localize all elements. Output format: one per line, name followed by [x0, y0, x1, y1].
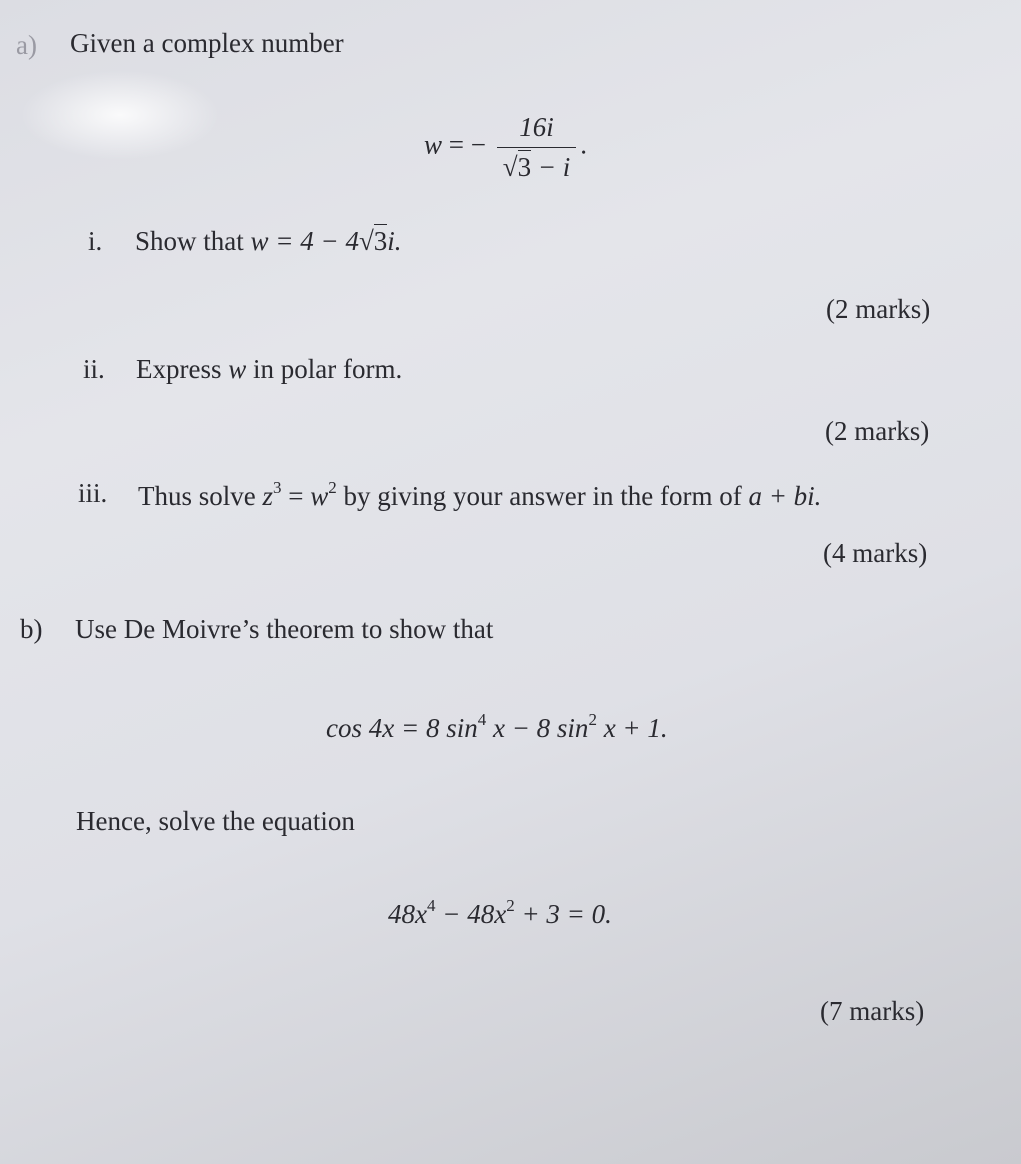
eq-sign: − [470, 129, 486, 160]
part-a-intro: Given a complex number [70, 28, 344, 58]
identity-equation [326, 710, 668, 744]
sqrt-radicand: 3 [517, 152, 532, 182]
item-iii-marks: (4 marks) [823, 538, 928, 568]
part-b-marks: (7 marks) [820, 996, 925, 1026]
item-ii-var: w [228, 354, 247, 384]
sqrt-symbol: √ [502, 152, 518, 182]
eq-lhs: w [424, 129, 443, 160]
sqrt-symbol: √ [358, 226, 374, 256]
item-i-prompt: Show that [135, 226, 244, 256]
eq-equals: = [448, 129, 464, 160]
identity-exp-1: 4 [477, 710, 487, 729]
item-iii-prompt-pre: Thus solve [138, 481, 256, 511]
item-i-radicand: 3 [373, 226, 388, 256]
item-ii-prompt-pre: Express [136, 354, 222, 384]
quartic-part-1: 48x [388, 899, 427, 929]
quartic-equation [388, 896, 612, 930]
part-a-label: a) [16, 30, 37, 60]
item-iii-z: z [262, 481, 274, 511]
quartic-exp-1: 4 [426, 896, 436, 915]
fraction-numerator: 16i [519, 112, 554, 142]
part-b-intro: Use De Moivre’s theorem to show that [75, 614, 494, 644]
light-glare [20, 70, 220, 160]
item-iii-eq: = [288, 481, 304, 511]
part-b-label: b) [20, 614, 43, 644]
item-iii-w: w [310, 481, 329, 511]
den-rest: − i [537, 152, 571, 182]
fraction [497, 112, 577, 183]
fraction-denominator [497, 147, 577, 183]
item-i-text [135, 226, 402, 257]
item-iii-prompt-mid: by giving your answer in the form of [343, 481, 742, 511]
item-i-marks: (2 marks) [826, 294, 931, 324]
identity-part-1: cos 4x = 8 sin [326, 713, 478, 743]
quartic-part-2: − 48x [442, 899, 507, 929]
item-iii-text [138, 478, 821, 512]
eq-end: . [580, 129, 588, 160]
item-i-math-post: i. [387, 226, 402, 256]
item-ii-marks: (2 marks) [825, 416, 930, 446]
item-i-label: i. [88, 226, 103, 256]
item-ii-label: ii. [83, 354, 105, 384]
item-iii-form: a + bi. [748, 481, 822, 511]
identity-part-2: x − 8 sin [492, 713, 589, 743]
item-iii-z-exp: 3 [273, 478, 282, 497]
quartic-exp-2: 2 [506, 896, 515, 915]
item-ii-text [136, 354, 402, 385]
quartic-part-3: + 3 = 0. [521, 899, 612, 929]
item-ii-prompt-post: in polar form. [253, 354, 403, 384]
equation-w [424, 112, 587, 183]
hence-text: Hence, solve the equation [76, 806, 355, 836]
item-iii-w-exp: 2 [328, 478, 337, 497]
identity-part-3: x + 1. [603, 713, 668, 743]
item-i-math-pre: w = 4 − 4 [250, 226, 359, 256]
item-iii-label: iii. [78, 478, 108, 508]
identity-exp-2: 2 [588, 710, 597, 729]
